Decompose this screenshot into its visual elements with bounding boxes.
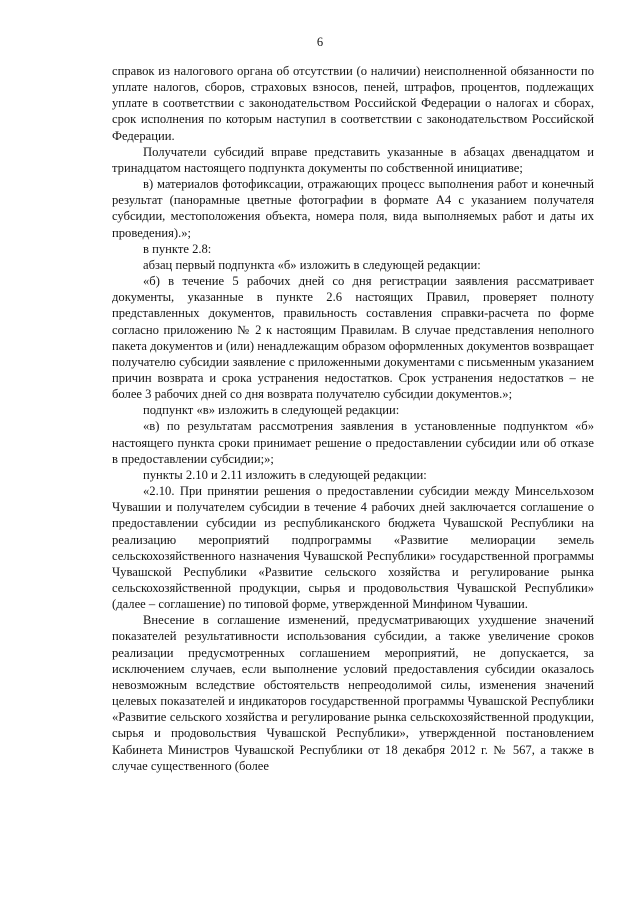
page-number: 6 — [316, 35, 324, 49]
paragraph-continuation: справок из налогового органа об отсутствии (о наличии) неисполненной обязанности по уплате налогов, сборов, страховых взносов, пеней, штрафов, процентов, подлежащих уплате в соответствии с законодательством Российской Федерации о налогах и сборах, срок исполнения по которым наступил в соответствии с законодательством Российской Федерации. — [112, 64, 594, 143]
paragraph-subclause-v-text: «в) по результатам рассмотрения заявления в установленные подпунктом «б» настоящего пункта сроки принимает решение о предоставлении субсидии или об отказе в предоставлении субсидии;»; — [112, 419, 594, 466]
paragraph-clause-2-10: «2.10. При принятии решения о предоставлении субсидии между Минсельхозом Чувашии и получателем субсидии в течение 4 рабочих дней заключается соглашение о предоставлении субсидии из республиканского бюджета Чувашской Республики на реализацию мероприятий подпрограммы «Развитие мелиорации земель сельскохозяйственного назначения Чувашской Республики» государственной программы Чувашской Республики «Развитие сельского хозяйства и регулирование рынка сельскохозяйственной продукции, сырья и продовольствия Чувашской Республики» (далее – соглашение) по типовой форме, утвержденной Минфином Чувашии. — [112, 484, 594, 612]
paragraph-clauses-2-10-2-11-intro: пункты 2.10 и 2.11 изложить в следующей редакции: — [143, 467, 427, 482]
paragraph-own-initiative: Получатели субсидий вправе представить указанные в абзацах двенадцатом и тринадцатом настоящего подпункта документы по собственной инициативе; — [112, 144, 594, 175]
paragraph-subclause-v-intro: подпункт «в» изложить в следующей редакции: — [143, 403, 400, 418]
paragraph-agreement-amendments: Внесение в соглашение изменений, предусматривающих ухудшение значений показателей результативности использования субсидии, а также увеличение сроков реализации предусмотренных соглашением мероприятий, не допускается, за исключением случаев, если выполнение условий предоставления субсидии оказалось невозможным вследствие обстоятельств непреодолимой силы, изменения значений целевых показателей и индикаторов государственной программы Чувашской Республики «Развитие сельского хозяйства и регулирование рынка сельскохозяйственной продукции, сырья и продовольствия Чувашской Республики», утвержденной постановлением Кабинета Министров Чувашской Республики от 18 декабря 2012 г. № 567, а также в случае существенного (более — [112, 613, 594, 773]
paragraph-subclause-b-text: «б) в течение 5 рабочих дней со дня регистрации заявления рассматривает документы, указанные в пункте 2.6 настоящих Правил, проверяет полноту представленных документов, правильность составления справки-расчета по форме согласно приложению № 2 к настоящим Правилам. В случае представления неполного пакета документов и (или) ненадлежащим образом оформленных документов возвращает получателю субсидии заявление с приложенными документами с письменным указанием причин возврата и срока устранения недостатков. Срок устранения недостатков – не более 3 рабочих дней со дня возврата получателю субсидии документов.»; — [112, 274, 594, 402]
paragraph-photo-materials: в) материалов фотофиксации, отражающих процесс выполнения работ и конечный результат (панорамные цветные фотографии в формате А4 с указанием получателя субсидии, местоположения объекта, номера поля, вида выполняемых работ и даты их проведения).»; — [112, 177, 594, 240]
paragraph-clause-2-8: в пункте 2.8: — [143, 241, 212, 256]
paragraph-subclause-b-intro: абзац первый подпункта «б» изложить в следующей редакции: — [143, 257, 481, 272]
document-body — [112, 63, 594, 774]
